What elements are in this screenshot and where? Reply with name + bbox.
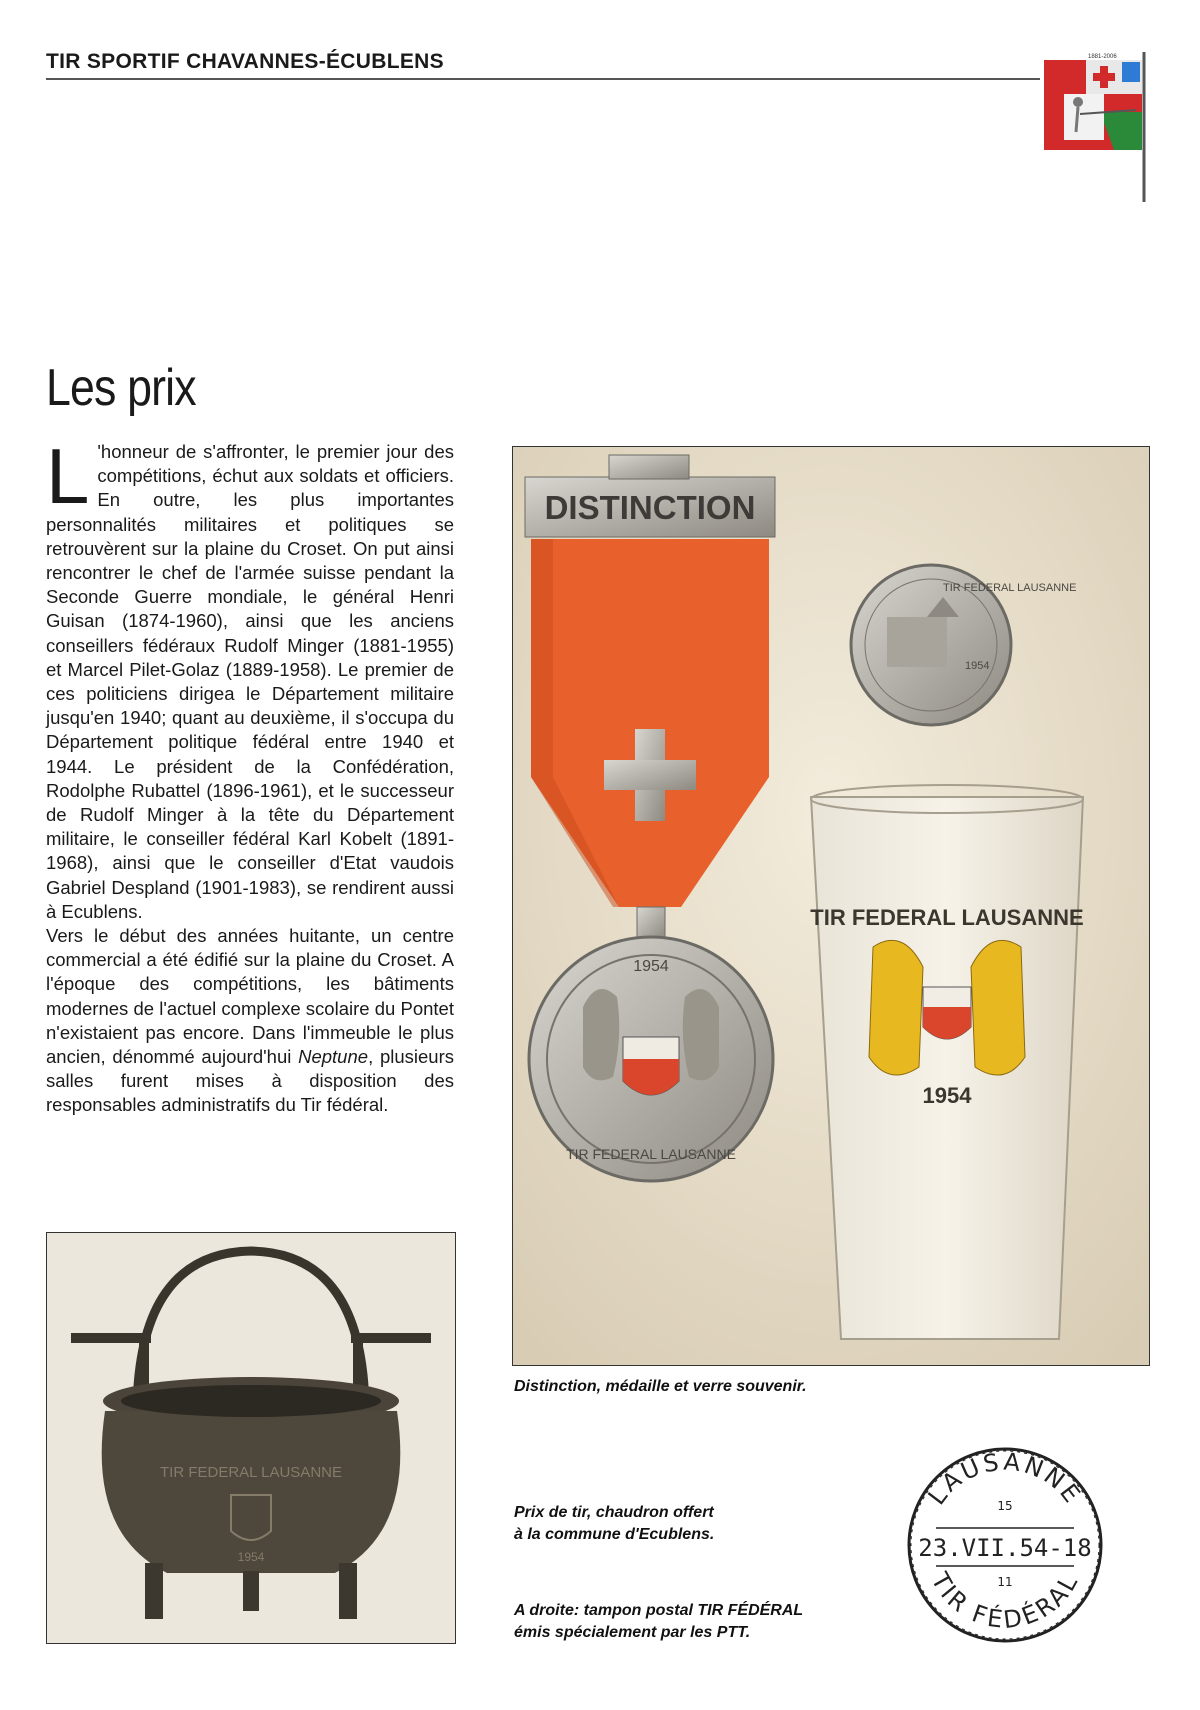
caption-line: A droite: tampon postal TIR FÉDÉRAL [514, 1602, 804, 1619]
caption-line: émis spécialement par les PTT. [514, 1624, 751, 1641]
caption-cauldron [514, 1502, 714, 1546]
page-header [46, 50, 1046, 80]
stamp-small-mark: 15 [997, 1499, 1013, 1513]
medal-year: 1954 [633, 958, 669, 975]
stamp-top-text: LAUSANNE [922, 1447, 1088, 1511]
article-paragraph [46, 924, 454, 1118]
stamp-date: 23.VII.54-18 [918, 1534, 1092, 1562]
small-medal-text: TIR FEDERAL LAUSANNE [943, 582, 1077, 594]
svg-text:1881-2006: 1881-2006 [1088, 54, 1117, 60]
small-medal-year: 1954 [965, 660, 990, 672]
building-name: Neptune [298, 1046, 369, 1068]
section-title: Les prix [46, 359, 196, 417]
caption-line: Prix de tir, chaudron offert [514, 1504, 714, 1521]
photo-distinction-medal-glass [512, 446, 1150, 1366]
stamp-small-mark-2: 11 [997, 1575, 1013, 1589]
glass-year: 1954 [922, 1083, 972, 1108]
medal-ring-text: TIR FEDERAL LAUSANNE [566, 1146, 736, 1162]
paragraph-text: , plusieurs salles furent mises à disposition des responsables administratifs du Tir fédéral. [46, 1046, 454, 1116]
article-body [46, 432, 454, 1118]
pot-year: 1954 [237, 1550, 265, 1564]
caption-main-photo: Distinction, médaille et verre souvenir. [514, 1378, 807, 1395]
club-logo [1040, 52, 1160, 212]
cauldron-illustration [47, 1233, 455, 1643]
caption-line: à la commune d'Ecublens. [514, 1526, 715, 1543]
stamp-bottom-text: TIR FÉDÉRAL [925, 1567, 1085, 1635]
photo-cauldron [46, 1232, 456, 1644]
glass-text: TIR FEDERAL LAUSANNE [810, 905, 1084, 930]
paragraph-text: 'honneur de s'affronter, le premier jour des compétitions, échut aux soldats et officiers. En outre, les plus importantes personnalités militaires et politiques se retrouvèrent sur la plaine du Croset. On put ainsi rencontrer le chef de l'armée suisse pendant la Seconde Guerre mondiale, le général Henri Guisan (1874-1960), ainsi que les anciens conseillers fédéraux Rudolf Minger (1881-1955) et Marcel Pilet-Golaz (1889-1958). Le premier de ces politiciens dirigea le Département militaire jusqu'en 1940; quant au deuxième, il s'occupa du Département politique fédéral entre 1940 et 1944. Le président de la Confédération, Rodolphe Rubattel (1896-1961), et le successeur de Rudolf Minger à la tête du Département militaire, le conseiller fédéral Karl Kobelt (1891-1968), ainsi que le conseiller d'Etat vaudois Gabriel Despland (1901-1983), se rendirent aussi à Ecublens. [46, 441, 454, 922]
drop-cap: L [46, 432, 90, 520]
photo-illustration [513, 447, 1149, 1365]
header-title: TIR SPORTIF CHAVANNES-ÉCUBLENS [46, 50, 444, 73]
postal-stamp [900, 1440, 1110, 1650]
banner-text: DISTINCTION [544, 489, 756, 526]
paragraph-text: Vers le début des années huitante, un centre commercial a été édifié sur la plaine du Croset. A l'époque des compétitions, les bâtiments modernes de l'actuel complexe scolaire du Pontet n'existaient pas encore. Dans l'immeuble le plus ancien, dénommé aujourd'hui [46, 925, 454, 1068]
article-paragraph [46, 432, 454, 924]
header-rule [46, 78, 1056, 80]
caption-stamp [514, 1600, 803, 1644]
pot-text: TIR FEDERAL LAUSANNE [160, 1464, 342, 1481]
